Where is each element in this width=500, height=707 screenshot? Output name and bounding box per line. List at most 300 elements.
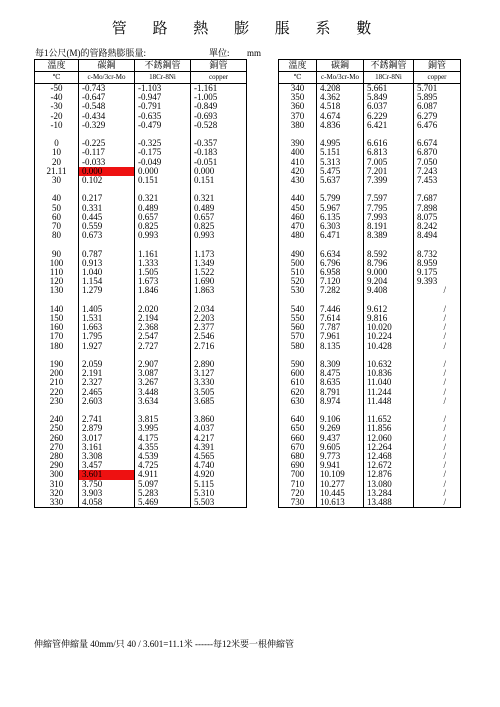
table-row (279, 323, 461, 332)
cell-temp: 21.11 (35, 167, 79, 176)
cell-copper: 3.505 (191, 388, 247, 397)
cell-carbon-steel: -0.647 (79, 93, 135, 102)
cell-temp: 400 (279, 148, 317, 157)
table-row (279, 93, 461, 102)
cell-copper: 2.890 (191, 360, 247, 369)
cell-copper: / (414, 498, 461, 508)
cell-stainless: 2.727 (135, 342, 191, 351)
cell-temp (35, 240, 79, 249)
cell-carbon-steel: 2.603 (79, 397, 135, 406)
cell-stainless: 7.005 (364, 158, 414, 167)
cell-copper: 4.740 (191, 461, 247, 470)
table-row (279, 176, 461, 185)
cell-copper: 1.349 (191, 259, 247, 268)
cell-carbon-steel: 1.405 (79, 305, 135, 314)
cell-stainless: 3.267 (135, 378, 191, 387)
cell-copper: 5.701 (414, 84, 461, 94)
table-row (35, 332, 247, 341)
cell-temp: 360 (279, 102, 317, 111)
table-row (279, 342, 461, 351)
cell-temp: 620 (279, 388, 317, 397)
header-stainless: 不銹鋼管 (364, 60, 414, 72)
cell-stainless: 4.355 (135, 443, 191, 452)
cell-copper: 7.050 (414, 158, 461, 167)
cell-copper: 8.959 (414, 259, 461, 268)
cell-temp: 540 (279, 305, 317, 314)
cell-copper: / (414, 323, 461, 332)
cell-copper: 6.870 (414, 148, 461, 157)
cell-carbon-steel: 8.791 (317, 388, 364, 397)
cell-copper: 3.330 (191, 378, 247, 387)
cell-copper: 4.217 (191, 434, 247, 443)
cell-temp (35, 351, 79, 360)
cell-stainless: 7.993 (364, 213, 414, 222)
cell-temp: 320 (35, 489, 79, 498)
cell-temp (279, 130, 317, 139)
cell-temp: 680 (279, 452, 317, 461)
cell-copper: 7.243 (414, 167, 461, 176)
cell-copper (414, 185, 461, 194)
cell-carbon-steel: 1.663 (79, 323, 135, 332)
cell-carbon-steel (317, 130, 364, 139)
cell-stainless: -0.479 (135, 121, 191, 130)
cell-stainless (364, 240, 414, 249)
cell-carbon-steel: 0.787 (79, 250, 135, 259)
cell-carbon-steel: 2.879 (79, 424, 135, 433)
cell-copper: 6.087 (414, 102, 461, 111)
cell-carbon-steel: 7.120 (317, 277, 364, 286)
cell-carbon-steel: 7.282 (317, 286, 364, 295)
cell-stainless: -0.325 (135, 139, 191, 148)
cell-stainless: 7.795 (364, 204, 414, 213)
cell-temp: 580 (279, 342, 317, 351)
table-row (35, 121, 247, 130)
cell-copper: / (414, 305, 461, 314)
cell-copper: -0.693 (191, 112, 247, 121)
cell-temp: 520 (279, 277, 317, 286)
cell-carbon-steel: 1.927 (79, 342, 135, 351)
cell-carbon-steel: 2.059 (79, 360, 135, 369)
cell-stainless: 5.661 (364, 84, 414, 94)
cell-temp: 30 (35, 176, 79, 185)
cell-temp: 700 (279, 470, 317, 479)
table-row (279, 121, 461, 130)
cell-carbon-steel: -0.117 (79, 148, 135, 157)
cell-carbon-steel: 0.217 (79, 194, 135, 203)
table-row (35, 259, 247, 268)
subheader-temp: ℃ (35, 72, 79, 84)
page-title: 管 路 熱 膨 脹 系 數 (111, 21, 383, 37)
table-row (279, 470, 461, 479)
cell-temp: 600 (279, 369, 317, 378)
cell-temp: 510 (279, 268, 317, 277)
cell-copper: 8.075 (414, 213, 461, 222)
table-row (35, 480, 247, 489)
cell-temp: 210 (35, 378, 79, 387)
cell-stainless: 13.488 (364, 498, 414, 508)
table-row (35, 434, 247, 443)
cell-stainless: 11.040 (364, 378, 414, 387)
cell-stainless: 6.813 (364, 148, 414, 157)
subheader-stainless: 18Cr-8Ni (135, 72, 191, 84)
cell-stainless: 5.849 (364, 93, 414, 102)
cell-stainless: 1.333 (135, 259, 191, 268)
cell-copper: 1.863 (191, 286, 247, 295)
subtitle-row (34, 46, 460, 60)
cell-carbon-steel: 5.637 (317, 176, 364, 185)
cell-carbon-steel: 0.673 (79, 231, 135, 240)
cell-carbon-steel: 1.279 (79, 286, 135, 295)
cell-temp: 230 (35, 397, 79, 406)
table-row (35, 351, 247, 360)
cell-temp: 170 (35, 332, 79, 341)
cell-temp: -20 (35, 112, 79, 121)
cell-temp: 110 (35, 268, 79, 277)
table-row (279, 305, 461, 314)
table-row (35, 167, 247, 176)
table-row (35, 213, 247, 222)
cell-stainless: 6.229 (364, 112, 414, 121)
cell-copper: -0.528 (191, 121, 247, 130)
table-row (279, 388, 461, 397)
footer-note: 伸縮管伸縮量 40mm/只 40 / 3.601=11.1米 ------每12米要一根伸縮管 (34, 639, 294, 649)
cell-copper: 0.151 (191, 176, 247, 185)
cell-temp: 180 (35, 342, 79, 351)
table-row (35, 296, 247, 305)
cell-carbon-steel: 0.559 (79, 222, 135, 231)
cell-copper: 3.860 (191, 415, 247, 424)
cell-carbon-steel: 8.309 (317, 360, 364, 369)
table-row (279, 139, 461, 148)
table-row (35, 185, 247, 194)
cell-carbon-steel: 9.437 (317, 434, 364, 443)
cell-copper: 4.037 (191, 424, 247, 433)
cell-copper: -0.051 (191, 158, 247, 167)
table-row (279, 369, 461, 378)
header-row (35, 60, 247, 72)
table-row (279, 296, 461, 305)
cell-temp: 300 (35, 470, 79, 479)
cell-copper (414, 351, 461, 360)
table-row (279, 443, 461, 452)
header-stainless: 不銹鋼管 (135, 60, 191, 72)
cell-copper: / (414, 369, 461, 378)
cell-stainless: 0.489 (135, 204, 191, 213)
cell-temp: 650 (279, 424, 317, 433)
cell-copper: 1.690 (191, 277, 247, 286)
cell-stainless: 1.505 (135, 268, 191, 277)
cell-stainless: -0.947 (135, 93, 191, 102)
table-row (279, 397, 461, 406)
cell-carbon-steel (317, 406, 364, 415)
cell-stainless: 13.284 (364, 489, 414, 498)
table-row (279, 406, 461, 415)
cell-carbon-steel: 2.327 (79, 378, 135, 387)
cell-carbon-steel: 10.109 (317, 470, 364, 479)
table-row (279, 480, 461, 489)
cell-copper: -0.183 (191, 148, 247, 157)
cell-carbon-steel: -0.033 (79, 158, 135, 167)
cell-stainless: 7.597 (364, 194, 414, 203)
cell-temp: 130 (35, 286, 79, 295)
cell-stainless (364, 185, 414, 194)
cell-temp: 370 (279, 112, 317, 121)
table-row (279, 277, 461, 286)
cell-copper: 5.503 (191, 498, 247, 508)
cell-stainless: 4.539 (135, 452, 191, 461)
cell-carbon-steel: -0.743 (79, 84, 135, 94)
cell-carbon-steel: 3.161 (79, 443, 135, 452)
cell-stainless (135, 240, 191, 249)
table-row (35, 148, 247, 157)
cell-temp: 490 (279, 250, 317, 259)
cell-temp (35, 296, 79, 305)
cell-copper: / (414, 424, 461, 433)
cell-stainless: 12.672 (364, 461, 414, 470)
cell-stainless: 9.204 (364, 277, 414, 286)
cell-stainless: 2.020 (135, 305, 191, 314)
cell-stainless: 0.151 (135, 176, 191, 185)
cell-copper (191, 351, 247, 360)
cell-temp: 570 (279, 332, 317, 341)
cell-copper: 7.687 (414, 194, 461, 203)
cell-carbon-steel: 4.518 (317, 102, 364, 111)
cell-stainless: 2.368 (135, 323, 191, 332)
table-row (35, 194, 247, 203)
cell-stainless (135, 406, 191, 415)
cell-copper: 3.127 (191, 369, 247, 378)
cell-stainless: 5.283 (135, 489, 191, 498)
cell-carbon-steel: -0.225 (79, 139, 135, 148)
cell-stainless: 3.995 (135, 424, 191, 433)
table-row (35, 498, 247, 508)
cell-carbon-steel (317, 240, 364, 249)
unit-value: mm (247, 48, 262, 58)
table-row (279, 167, 461, 176)
cell-carbon-steel: 9.269 (317, 424, 364, 433)
cell-stainless: 13.080 (364, 480, 414, 489)
cell-stainless: 11.244 (364, 388, 414, 397)
cell-temp: 150 (35, 314, 79, 323)
cell-copper (191, 240, 247, 249)
table-row (35, 452, 247, 461)
cell-copper: 6.476 (414, 121, 461, 130)
cell-temp: 220 (35, 388, 79, 397)
cell-temp: 430 (279, 176, 317, 185)
cell-copper: -1.161 (191, 84, 247, 94)
cell-stainless: 10.428 (364, 342, 414, 351)
table-row (35, 93, 247, 102)
cell-copper: 8.732 (414, 250, 461, 259)
expansion-table-left (34, 59, 247, 508)
cell-copper (191, 406, 247, 415)
cell-stainless: 1.161 (135, 250, 191, 259)
table-row (35, 461, 247, 470)
cell-copper (414, 130, 461, 139)
cell-copper: 5.115 (191, 480, 247, 489)
cell-carbon-steel: -0.434 (79, 112, 135, 121)
cell-carbon-steel: 1.795 (79, 332, 135, 341)
cell-temp: 670 (279, 443, 317, 452)
cell-carbon-steel (79, 130, 135, 139)
table-row (279, 314, 461, 323)
cell-stainless: 4.725 (135, 461, 191, 470)
cell-stainless: 9.612 (364, 305, 414, 314)
cell-carbon-steel: 6.958 (317, 268, 364, 277)
cell-temp: 450 (279, 204, 317, 213)
expansion-table-right (278, 59, 461, 508)
table-row (35, 139, 247, 148)
cell-copper (191, 130, 247, 139)
cell-stainless: 1.846 (135, 286, 191, 295)
cell-stainless: 12.060 (364, 434, 414, 443)
cell-temp: 100 (35, 259, 79, 268)
subheader-temp: ℃ (279, 72, 317, 84)
cell-copper: 1.522 (191, 268, 247, 277)
table-row (35, 268, 247, 277)
cell-copper: 4.920 (191, 470, 247, 479)
cell-stainless (364, 130, 414, 139)
cell-stainless: 8.592 (364, 250, 414, 259)
cell-carbon-steel: 9.605 (317, 443, 364, 452)
table-row (279, 240, 461, 249)
cell-copper: / (414, 434, 461, 443)
table-row (35, 250, 247, 259)
cell-copper: / (414, 461, 461, 470)
cell-carbon-steel: -0.548 (79, 102, 135, 111)
cell-copper: 0.993 (191, 231, 247, 240)
cell-copper: 2.203 (191, 314, 247, 323)
table-row (35, 424, 247, 433)
cell-carbon-steel: 6.796 (317, 259, 364, 268)
table-row (279, 102, 461, 111)
cell-temp: 90 (35, 250, 79, 259)
cell-temp: 590 (279, 360, 317, 369)
table-row (35, 286, 247, 295)
cell-copper: / (414, 480, 461, 489)
subheader-stainless: 18Cr-8Ni (364, 72, 414, 84)
cell-carbon-steel: 7.614 (317, 314, 364, 323)
cell-carbon-steel: 1.040 (79, 268, 135, 277)
header-carbon-steel: 碳鋼 (79, 60, 135, 72)
cell-carbon-steel: 5.967 (317, 204, 364, 213)
cell-stainless: 11.448 (364, 397, 414, 406)
cell-temp: 690 (279, 461, 317, 470)
cell-copper: / (414, 388, 461, 397)
table-row (279, 112, 461, 121)
cell-stainless: 0.657 (135, 213, 191, 222)
cell-copper: 2.716 (191, 342, 247, 351)
cell-temp: -50 (35, 84, 79, 94)
subheader-copper: copper (414, 72, 461, 84)
cell-copper (191, 296, 247, 305)
cell-stainless: 5.469 (135, 498, 191, 508)
cell-carbon-steel: 3.308 (79, 452, 135, 461)
cell-temp: 190 (35, 360, 79, 369)
table-row (279, 461, 461, 470)
cell-copper: -0.357 (191, 139, 247, 148)
cell-copper: 7.898 (414, 204, 461, 213)
table-row (35, 342, 247, 351)
cell-temp: 500 (279, 259, 317, 268)
cell-stainless: 6.616 (364, 139, 414, 148)
table-row (35, 84, 247, 94)
cell-stainless (364, 296, 414, 305)
cell-copper: 8.242 (414, 222, 461, 231)
cell-copper: / (414, 397, 461, 406)
cell-stainless: 11.856 (364, 424, 414, 433)
table-row (35, 305, 247, 314)
header-copper: 銅管 (414, 60, 461, 72)
cell-temp: 60 (35, 213, 79, 222)
cell-temp: 240 (35, 415, 79, 424)
cell-temp: 480 (279, 231, 317, 240)
table-row (35, 158, 247, 167)
cell-carbon-steel: 8.974 (317, 397, 364, 406)
cell-temp: 420 (279, 167, 317, 176)
cell-carbon-steel: 3.017 (79, 434, 135, 443)
cell-temp: -40 (35, 93, 79, 102)
table-row (279, 259, 461, 268)
table-row (279, 489, 461, 498)
cell-carbon-steel: 2.191 (79, 369, 135, 378)
cell-temp: 120 (35, 277, 79, 286)
cell-carbon-steel: 9.773 (317, 452, 364, 461)
cell-stainless: 3.815 (135, 415, 191, 424)
cell-carbon-steel: 4.995 (317, 139, 364, 148)
table-row (279, 130, 461, 139)
cell-copper (414, 240, 461, 249)
table-row (35, 470, 247, 479)
cell-carbon-steel (79, 406, 135, 415)
cell-carbon-steel: 10.445 (317, 489, 364, 498)
cell-carbon-steel: 7.787 (317, 323, 364, 332)
cell-stainless (135, 185, 191, 194)
table-row (35, 204, 247, 213)
cell-copper: / (414, 378, 461, 387)
cell-carbon-steel: 7.446 (317, 305, 364, 314)
table-row (279, 185, 461, 194)
cell-stainless: 0.825 (135, 222, 191, 231)
cell-carbon-steel: 4.674 (317, 112, 364, 121)
cell-copper: / (414, 342, 461, 351)
cell-temp: 200 (35, 369, 79, 378)
table-row (279, 415, 461, 424)
table-row (35, 222, 247, 231)
cell-carbon-steel: 5.151 (317, 148, 364, 157)
table-row (279, 158, 461, 167)
cell-temp (35, 185, 79, 194)
cell-copper: 5.895 (414, 93, 461, 102)
cell-stainless: 9.408 (364, 286, 414, 295)
cell-temp: 40 (35, 194, 79, 203)
table-row (35, 323, 247, 332)
table-row (279, 222, 461, 231)
cell-copper (414, 406, 461, 415)
table-row (35, 130, 247, 139)
cell-stainless: 10.836 (364, 369, 414, 378)
cell-temp: 20 (35, 158, 79, 167)
table-row (279, 84, 461, 94)
cell-carbon-steel: -0.329 (79, 121, 135, 130)
header-temp: 溫度 (35, 60, 79, 72)
cell-temp: 250 (35, 424, 79, 433)
cell-copper: 2.034 (191, 305, 247, 314)
cell-temp: 80 (35, 231, 79, 240)
cell-copper (414, 296, 461, 305)
cell-stainless (135, 130, 191, 139)
table-row (35, 112, 247, 121)
